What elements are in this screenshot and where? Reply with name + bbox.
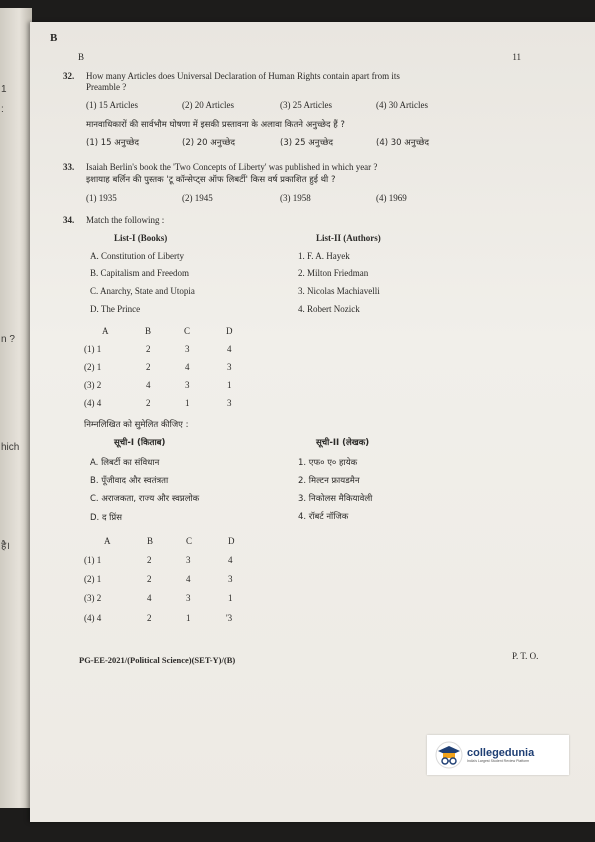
option-cell: 3 xyxy=(186,593,191,603)
option: (3) 25 Articles xyxy=(280,100,332,110)
left-fragment: है। xyxy=(1,541,11,552)
list1-heading-hindi: सूची-I (किताब) xyxy=(114,438,166,448)
option: (4) 30 अनुच्छेद xyxy=(376,138,430,148)
option-cell: 4 xyxy=(185,362,190,372)
list1-item: A. Constitution of Liberty xyxy=(90,251,184,261)
list2-item: 3. Nicolas Machiavelli xyxy=(298,286,380,296)
question-text: Preamble ? xyxy=(86,82,127,92)
exam-page xyxy=(30,22,595,822)
option-cell: (3) 2 xyxy=(84,380,102,390)
list1-item: B. Capitalism and Freedom xyxy=(90,268,189,278)
option-cell: (4) 4 xyxy=(84,398,102,408)
question-text-hindi: निम्नलिखित को सुमेलित कीजिए : xyxy=(84,420,189,430)
list2-heading-hindi: सूची-II (लेखक) xyxy=(316,438,370,448)
list1-item: D. द प्रिंस xyxy=(90,513,122,523)
list2-item: 2. Milton Friedman xyxy=(298,268,369,278)
list2-item: 4. रॉबर्ट नॉजिक xyxy=(298,512,349,522)
list1-item: B. पूँजीवाद और स्वतंत्रता xyxy=(90,476,169,486)
option-cell: 2 xyxy=(146,344,151,354)
option-cell: 3 xyxy=(185,380,190,390)
option: (4) 30 Articles xyxy=(376,100,428,110)
list1-item: C. अराजकता, राज्य और स्वप्नलोक xyxy=(90,494,200,504)
option-cell: 2 xyxy=(146,398,151,408)
list1-item: C. Anarchy, State and Utopia xyxy=(90,286,195,296)
logo-text xyxy=(467,747,534,763)
question-number: 32. xyxy=(63,71,75,81)
question-text: Isaiah Berlin's book the 'Two Concepts of Liberty' was published in which year ? xyxy=(86,162,378,172)
option-cell: 4 xyxy=(227,344,232,354)
column-head: C xyxy=(184,326,191,336)
option-cell: (4) 4 xyxy=(84,613,102,623)
option: (1) 15 Articles xyxy=(86,100,138,110)
option: (1) 15 अनुच्छेद xyxy=(86,138,140,148)
column-head: B xyxy=(145,326,152,336)
list2-item: 2. मिल्टन फ्रायडमैन xyxy=(298,476,360,486)
column-head: A xyxy=(104,536,111,546)
option-cell: 4 xyxy=(147,593,152,603)
list1-heading: List-I (Books) xyxy=(114,233,168,243)
option-cell: 3 xyxy=(186,555,191,565)
left-fragment: 1 xyxy=(1,84,7,95)
question-number: 34. xyxy=(63,215,75,225)
option-cell: 1 xyxy=(228,593,233,603)
page-number: 11 xyxy=(512,52,521,62)
set-letter: B xyxy=(78,52,85,62)
option: (4) 1969 xyxy=(376,193,407,203)
option: (2) 1945 xyxy=(182,193,213,203)
option-cell: 3 xyxy=(228,574,233,584)
option-cell: 2 xyxy=(147,574,152,584)
option: (2) 20 Articles xyxy=(182,100,234,110)
option-cell: 1 xyxy=(227,380,232,390)
column-head: D xyxy=(228,536,235,546)
column-head: A xyxy=(102,326,109,336)
option-cell: 2 xyxy=(147,613,152,623)
option-cell: 4 xyxy=(186,574,191,584)
question-number: 33. xyxy=(63,162,75,172)
corner-letter: B xyxy=(50,32,58,44)
option-cell: 3 xyxy=(185,344,190,354)
option: (2) 20 अनुच्छेद xyxy=(182,138,236,148)
list1-item: A. लिबर्टी का संविधान xyxy=(90,458,160,468)
option-cell: 1 xyxy=(185,398,190,408)
question-text-hindi: इशायाह बर्लिन की पुस्तक 'टू कॉन्सेप्ट्स ऑफ लिबर्टी' किस वर्ष प्रकाशित हुई थी ? xyxy=(86,175,336,185)
option-cell: '3 xyxy=(226,613,233,623)
option-cell: 4 xyxy=(228,555,233,565)
adjacent-page-edge xyxy=(0,8,32,808)
option-cell: (1) 1 xyxy=(84,344,102,354)
paper-code-footer: PG-EE-2021/(Political Science)(SET-Y)/(B) xyxy=(79,655,236,665)
option-cell: 1 xyxy=(186,613,191,623)
logo-name: collegedunia xyxy=(467,747,535,759)
option-cell: 3 xyxy=(227,398,232,408)
collegedunia-watermark xyxy=(427,735,569,775)
graduate-cap-icon xyxy=(435,741,463,769)
option-cell: (1) 1 xyxy=(84,555,102,565)
option-cell: (2) 1 xyxy=(84,574,102,584)
left-fragment: hich xyxy=(1,442,20,453)
option-cell: 2 xyxy=(147,555,152,565)
logo-tagline: India's Largest Student Review Platform xyxy=(467,759,530,763)
option: (3) 1958 xyxy=(280,193,311,203)
list2-item: 1. F. A. Hayek xyxy=(298,251,350,261)
list2-item: 1. एफ० ए० हायेक xyxy=(298,458,358,468)
option: (3) 25 अनुच्छेद xyxy=(280,138,334,148)
option-cell: 3 xyxy=(227,362,232,372)
list2-item: 3. निकोलस मैकियावेली xyxy=(298,494,373,504)
question-text-hindi: मानवाधिकारों की सार्वभौम घोषणा में इसकी प्रस्तावना के अलावा कितने अनुच्छेद हैं ? xyxy=(86,120,345,130)
column-head: D xyxy=(226,326,233,336)
question-text: How many Articles does Universal Declaration of Human Rights contain apart from its xyxy=(86,71,400,81)
list1-item: D. The Prince xyxy=(90,304,141,314)
option-cell: 4 xyxy=(146,380,151,390)
column-head: B xyxy=(147,536,154,546)
left-fragment: : xyxy=(1,104,4,115)
list2-heading: List-II (Authors) xyxy=(316,233,381,243)
question-text: Match the following : xyxy=(86,215,165,225)
left-fragment: n ? xyxy=(1,334,15,345)
option-cell: 2 xyxy=(146,362,151,372)
column-head: C xyxy=(186,536,193,546)
list2-item: 4. Robert Nozick xyxy=(298,304,360,314)
option-cell: (2) 1 xyxy=(84,362,102,372)
option: (1) 1935 xyxy=(86,193,117,203)
pto-label: P. T. O. xyxy=(512,651,539,661)
option-cell: (3) 2 xyxy=(84,593,102,603)
